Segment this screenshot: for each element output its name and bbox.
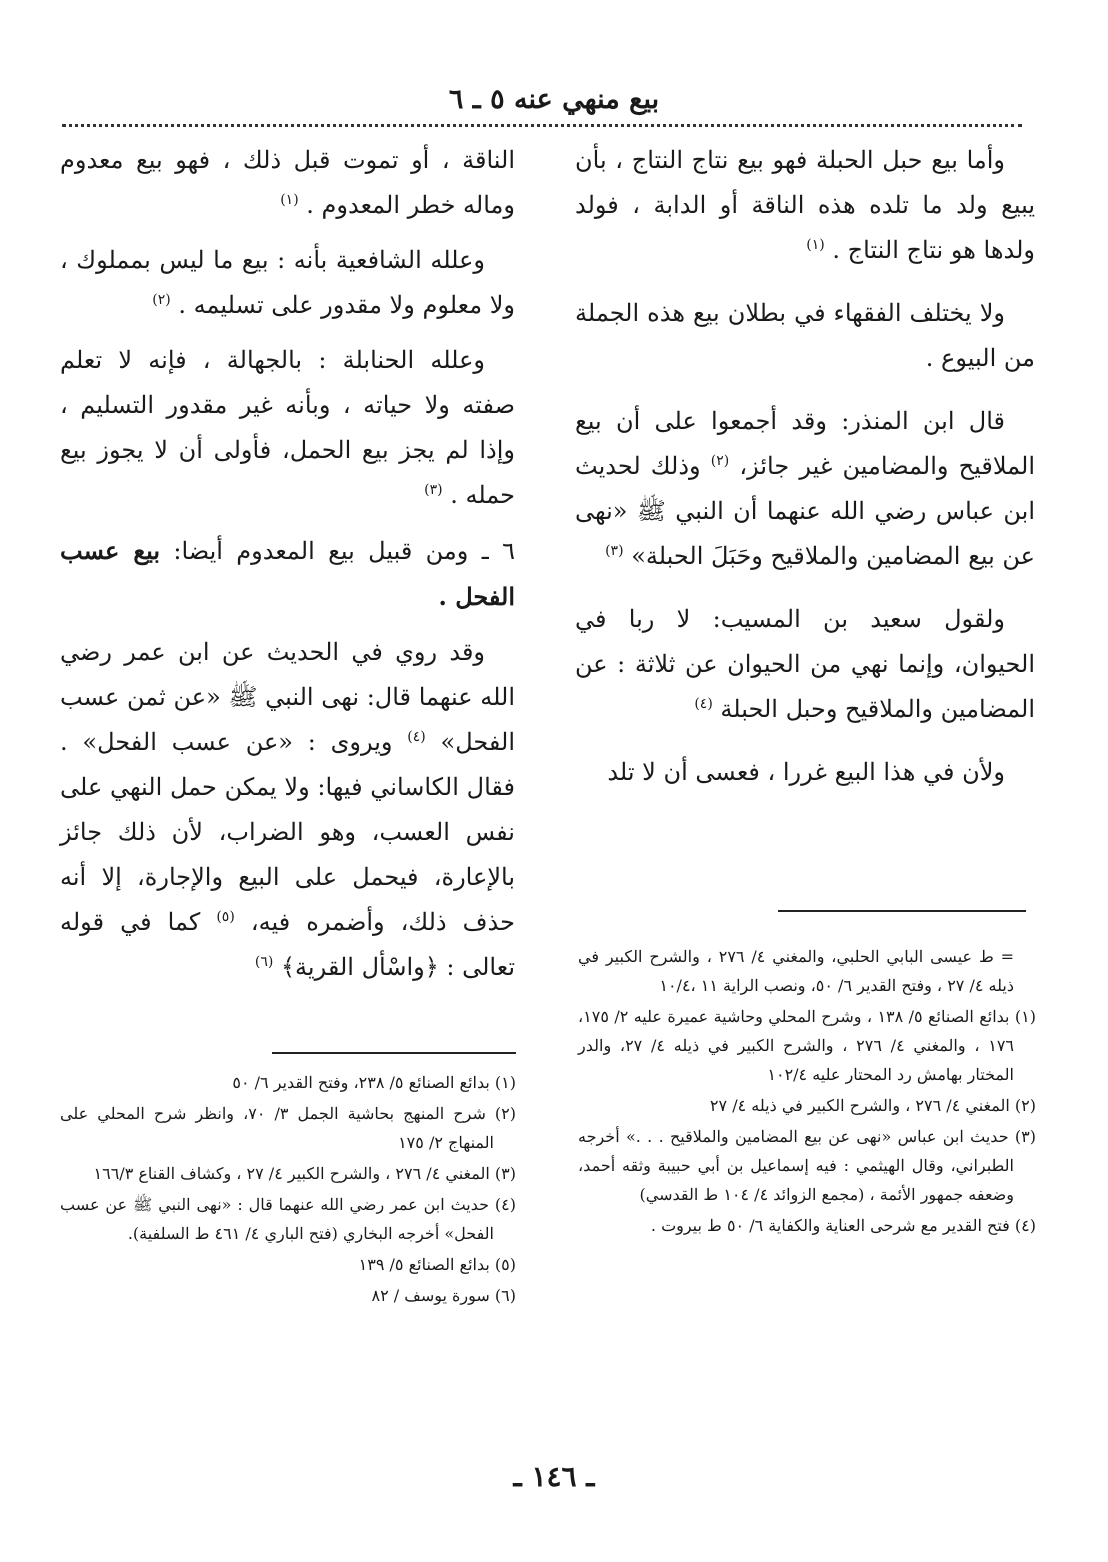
right-column bbox=[575, 138, 1035, 813]
paragraph: وأما بيع حبل الحبلة فهو بيع نتاج النتاج ، بأن يبيع ولد ما تلده هذه الناقة أو الدابة ، فولد ولدها هو نتاج النتاج . $^{(١)}$ bbox=[575, 146, 1036, 264]
paragraph: وقد روي في الحديث عن ابن عمر رضي الله عنهما قال: نهى النبي ﷺ «عن ثمن عسب الفحل» $^{(٤)}$ ويروى : «عن عسب الفحل» . فقال الكاساني فيها: ولا يمكن حمل النهي على نفس العسب، وهو الضراب، لأن ذلك جائز بالإعارة، فيحمل على البيع والإجارة، إلا أنه حذف ذلك، وأضمره فيه، $^{(٥)}$ كما في قوله تعالى : ﴿واسْأل القرية﴾ $^{(٦)}$ bbox=[60, 638, 515, 981]
footnote-continuation: = ط عيسى البابي الحلبي، والمغني ٤/ ٢٧٦ ، والشرح الكبير في ذيله ٤/ ٢٧ ، وفتح القدير ٦/ ٥٠، ونصب الراية ١١ ،١٠/٤ bbox=[578, 947, 1015, 995]
footnote: (٤) حديث ابن عمر رضي الله عنهما قال : «نهى النبي ﷺ عن عسب الفحل» أخرجه البخاري (فتح الباري ٤/ ٤٦١ ط السلفية). bbox=[60, 1195, 516, 1243]
footnote-ref: (٣) bbox=[605, 543, 624, 559]
footnote-ref: (٦) bbox=[254, 954, 274, 970]
paragraph: ولقول سعيد بن المسيب: لا ربا في الحيوان، وإنما نهي من الحيوان عن ثلاثة : عن المضامين والملاقيح وحبل الحبلة $^{(٤)}$ bbox=[575, 605, 1035, 723]
page-number: ـ ١٤٦ ـ bbox=[513, 1460, 595, 1493]
footnote: (٦) سورة يوسف / ٨٢ bbox=[371, 1286, 516, 1305]
footnote-ref: (١) bbox=[806, 237, 825, 253]
paragraph: ولا يختلف الفقهاء في بطلان بيع هذه الجملة من البيوع . bbox=[575, 299, 1035, 372]
footnote: (١) بدائع الصنائع ٥/ ٢٣٨، وفتح القدير ٦/ ٥٠ bbox=[232, 1073, 516, 1092]
running-header: بيع منهي عنه ٥ ـ ٦ bbox=[448, 84, 660, 115]
footnote-ref: (٤) bbox=[407, 729, 426, 745]
section-number: ٦ ـ bbox=[481, 537, 515, 565]
footnote: (٥) بدائع الصنائع ٥/ ١٣٩ bbox=[358, 1255, 516, 1274]
paragraph: ولأن في هذا البيع غررا ، فعسى أن لا تلد bbox=[607, 758, 1005, 786]
footnote: (٣) المغني ٤/ ٢٧٦ ، والشرح الكبير ٤/ ٢٧ ، وكشاف القناع ١٦٦/٣ bbox=[93, 1164, 516, 1183]
paragraph: وعلله الحنابلة : بالجهالة ، فإنه لا تعلم صفته ولا حياته ، وبأنه غير مقدور التسليم ، وإذا لم يجز بيع الحمل، فأولى أن لا يجوز بيع حمله . $^{(٣)}$ bbox=[60, 346, 515, 509]
footnote-ref: (٢) bbox=[710, 453, 730, 469]
footnote: (٤) فتح القدير مع شرحى العناية والكفاية ٦/ ٥٠ ط بيروت . bbox=[650, 1216, 1036, 1235]
section-term: بيع عسب الفحل . bbox=[60, 536, 515, 611]
footnote: (٢) شرح المنهج بحاشية الجمل ٣/ ٧٠، وانظر شرح المحلي على المنهاج ٢/ ١٧٥ bbox=[60, 1104, 516, 1152]
footnote: (١) بدائع الصنائع ٥/ ١٣٨ ، وشرح المحلي وحاشية عميرة عليه ٢/ ١٧٥، ١٧٦ ، والمغني ٤/ ٢٧٦ ، والشرح الكبير في ذيله ٤/ ٢٧، والدر المختار بهامش رد المحتار عليه ١٠٢/٤ bbox=[578, 1007, 1036, 1084]
paragraph: قال ابن المنذر: وقد أجمعوا على أن بيع الملاقيح والمضامين غير جائز، $^{(٢)}$ وذلك لحديث ابن عباس رضي الله عنهما أن النبي ﷺ «نهى عن بيع المضامين والملاقيح وحَبَلَ الحبلة» $^{(٣)}$ bbox=[575, 407, 1035, 570]
footnote-ref: (٣) bbox=[424, 482, 443, 498]
footnote-ref: (٥) bbox=[216, 909, 235, 925]
footnote-divider-left bbox=[272, 1052, 516, 1054]
footnote-divider-right bbox=[778, 910, 1026, 912]
footnote: (٣) حديث ابن عباس «نهى عن بيع المضامين والملاقيح . . .» أخرجه الطبراني، وقال الهيثمي : فيه إسماعيل بن أبي حبيبة وثقه أحمد، وضعفه جمهور الأئمة ، (مجمع الزوائد ٤/ ١٠٤ ط القدسي) bbox=[578, 1127, 1036, 1204]
footnotes-left bbox=[60, 1068, 516, 1312]
left-column bbox=[60, 138, 515, 1000]
footnote-ref: (١) bbox=[280, 192, 299, 208]
footnotes-right bbox=[578, 942, 1036, 1242]
section-heading-paragraph: ٦ ـ ومن قبيل بيع المعدوم أيضا: بيع عسب الفحل . bbox=[60, 536, 515, 611]
header-divider bbox=[62, 124, 1022, 127]
footnote-ref: (٤) bbox=[694, 696, 713, 712]
paragraph: الناقة ، أو تموت قبل ذلك ، فهو بيع معدوم وماله خطر المعدوم . $^{(١)}$ bbox=[60, 146, 515, 219]
paragraph: وعلله الشافعية بأنه : بيع ما ليس بمملوك ، ولا معلوم ولا مقدور على تسليمه . $^{(٢)}$ bbox=[60, 246, 515, 319]
footnote: (٢) المغني ٤/ ٢٧٦ ، والشرح الكبير في ذيله ٤/ ٢٧ bbox=[709, 1096, 1036, 1115]
footnote-ref: (٢) bbox=[152, 292, 171, 308]
